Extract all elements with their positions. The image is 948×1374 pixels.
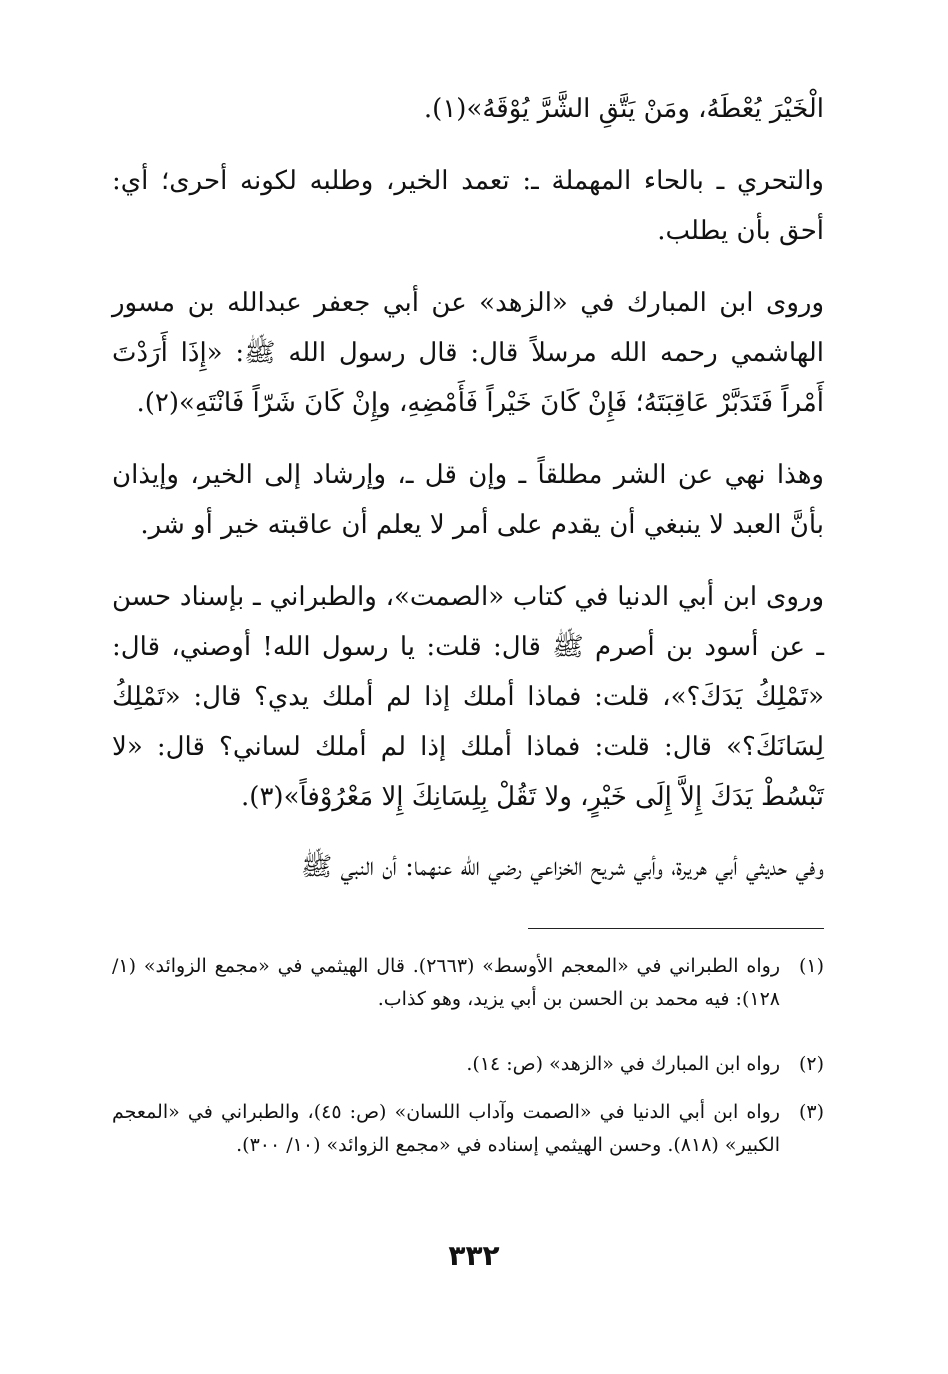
footnote-text: رواه الطبراني في «المعجم الأوسط» (٢٦٦٣). قال الهيثمي في «مجمع الزوائد» (١/ ١٢٨): فيه محمد بن الحسن بن أبي يزيد، وهو كذاب.: [112, 955, 780, 1010]
page-number: ٣٣٢: [448, 1239, 500, 1272]
paragraph-1-hadith-ending: الْخَيْرَ يُعْطَهُ، ومَنْ يَتَّقِ الشَّرَّ يُوْقَهُ»(١).: [423, 94, 824, 124]
footnote-2: [112, 1048, 824, 1081]
paragraph-2-tahari-definition: والتحري ـ بالحاء المهملة ـ: تعمد الخير، وطلبه لكونه أحرى؛ أي: أحق بأن يطلب.: [112, 166, 824, 246]
footnote-number: (٣): [798, 1101, 824, 1123]
footnote-number: (١): [798, 955, 824, 977]
footnote-1: [112, 950, 824, 1016]
footnote-text: رواه ابن أبي الدنيا في «الصمت وآداب اللسان» (ص: ٤٥)، والطبراني في «المعجم الكبير» (٨١٨). وحسن الهيثمي إسناده في «مجمع الزوائد» (١٠/ ٣٠٠).: [112, 1101, 780, 1156]
footnote-number: (٢): [798, 1053, 824, 1075]
paragraph-4-commentary: وهذا نهي عن الشر مطلقاً ـ وإن قل ـ، وإرشاد إلى الخير، وإيذان بأنَّ العبد لا ينبغي أن يقدم على أمر لا يعلم أن عاقبته خير أو شر.: [112, 460, 824, 540]
footnote-text: رواه ابن المبارك في «الزهد» (ص: ١٤).: [466, 1053, 780, 1075]
paragraph-5-ibn-abi-dunya-narration: وروى ابن أبي الدنيا في كتاب «الصمت»، والطبراني ـ بإسناد حسن ـ عن أسود بن أصرم ﷺ قال: قلت: يا رسول الله! أوصني، قال: «تَمْلِكُ يَدَكَ؟»، قلت: فماذا أملك إذا لم أملك يدي؟ قال: «تَمْلِكُ لِسَانَكَ؟» قال: قلت: فماذا أملك إذا لم أملك لساني؟ قال: «لا تَبْسُطْ يَدَكَ إِلاَّ إِلَى خَيْرٍ، ولا تَقُلْ بِلِسَانِكَ إِلا مَعْرُوْفاً»(٣).: [112, 582, 824, 812]
footnote-3: [112, 1096, 824, 1162]
paragraph-6-abu-hurayra-hadith: وفي حديثي أبي هريرة، وأبي شريح الخزاعي رضي الله عنهما: أن النبي ﷺ: [300, 852, 824, 882]
footnote-divider: [528, 928, 824, 929]
paragraph-3-ibn-mubarak-narration: وروى ابن المبارك في «الزهد» عن أبي جعفر عبدالله بن مسور الهاشمي رحمه الله مرسلاً قال: قال رسول الله ﷺ: «إِذَا أَرَدْتَ أَمْراً فَتَدَبَّرْ عَاقِبَتَهُ؛ فَإِنْ كَانَ خَيْراً فَأَمْضِهِ، وإِنْ كَانَ شَرّاً فَانْتَهِ»(٢).: [112, 288, 824, 418]
